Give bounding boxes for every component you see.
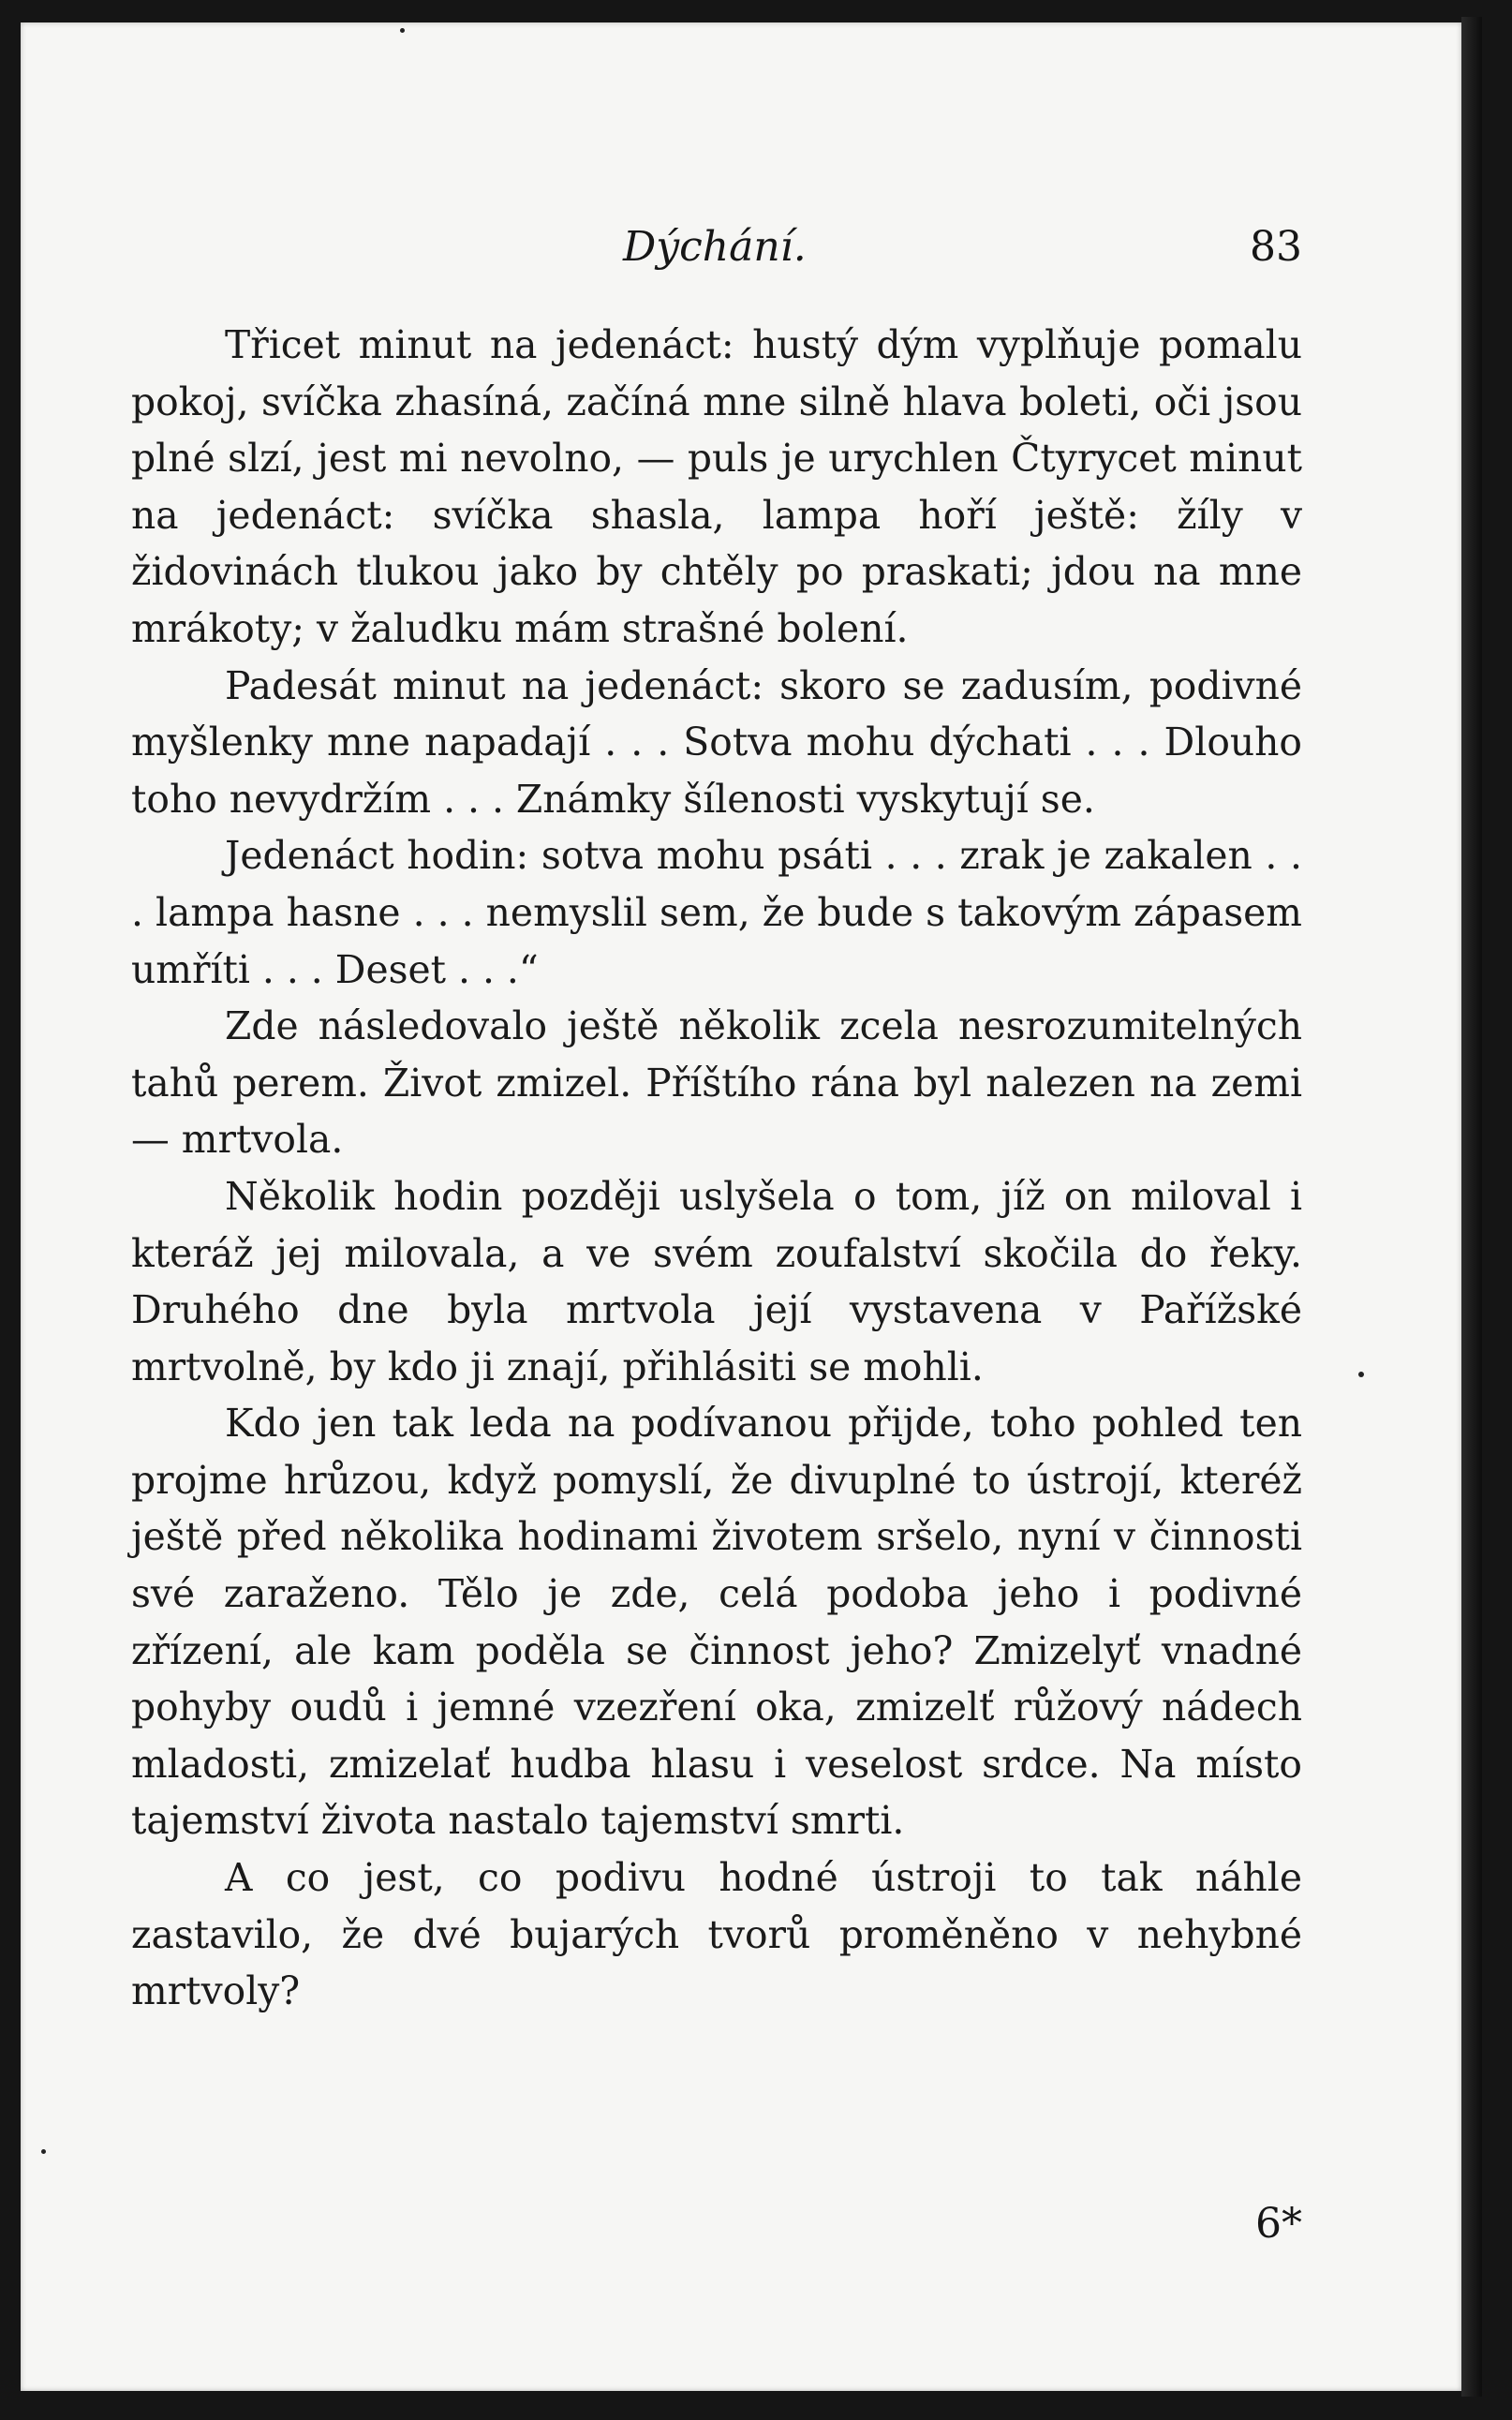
paragraph: Kdo jen tak leda na podívanou přijde, toho pohled ten projme hrůzou, když pomyslí, že divuplné to ústrojí, kteréž ještě před několika hodinami životem sršelo, nyní v činnosti své zaraženo. Tělo je zde, celá podoba jeho i podivné zřízení, ale kam poděla se činnost jeho? Zmizelyť vnadné pohyby oudů i jemné vzezření oka, zmizelť růžový nádech mladosti, zmizelať hudba hlasu i veselost srdce. Na místo tajemství života nastalo tajemství smrti. — [131, 1401, 1302, 1844]
paragraph: Padesát minut na jedenáct: skoro se zadusím, podivné myšlenky mne napadají . . . Sotva mohu dýchati . . . Dlouho toho nevydržím . . . Známky šílenosti vyskytují se. — [131, 662, 1302, 822]
signature-mark: 6* — [1255, 2200, 1302, 2248]
paragraph: Zde následovalo ještě několik zcela nesrozumitelných tahů perem. Život zmizel. Příštího rána byl nalezen na zemi — mrtvola. — [131, 1003, 1302, 1163]
paragraph: Jedenáct hodin: sotva mohu psáti . . . zrak je zakalen . . . lampa hasne . . . nemyslil sem, že bude s takovým zápasem umříti . . . Deset . . .“ — [131, 833, 1302, 992]
body-text — [131, 317, 1302, 2020]
paragraph: Několik hodin později uslyšela o tom, jíž on miloval i kteráž jej milovala, a ve svém zoufalství skočila do řeky. Druhého dne byla mrtvola její vystavena v Pařížské mrtvolně, by kdo ji znají, přihlásiti se mohli. — [131, 1173, 1302, 1389]
paragraph: A co jest, co podivu hodné ústroji to tak náhle zastavilo, že dvé bujarých tvorů proměněno v nehybné mrtvoly? — [131, 1855, 1302, 2014]
paragraph: Třicet minut na jedenáct: hustý dým vyplňuje pomalu pokoj, svíčka zhasíná, začíná mne silně hlava boleti, oči jsou plné slzí, jest mi nevolno, — puls je urychlen Čtyrycet minut na jedenáct: svíčka shasla, lampa hoří ještě: žíly v židovinách tlukou jako by chtěly po praskati; jdou na mne mrákoty; v žaludku mám strašné bolení. — [131, 322, 1302, 651]
ink-speck — [400, 28, 405, 33]
page-edge-shadow — [1461, 17, 1482, 2397]
page-header — [131, 223, 1302, 279]
ink-speck — [41, 2149, 46, 2154]
ink-speck — [1358, 1372, 1364, 1377]
page-number: 83 — [1250, 223, 1302, 271]
running-title: Dýchání. — [623, 223, 807, 271]
